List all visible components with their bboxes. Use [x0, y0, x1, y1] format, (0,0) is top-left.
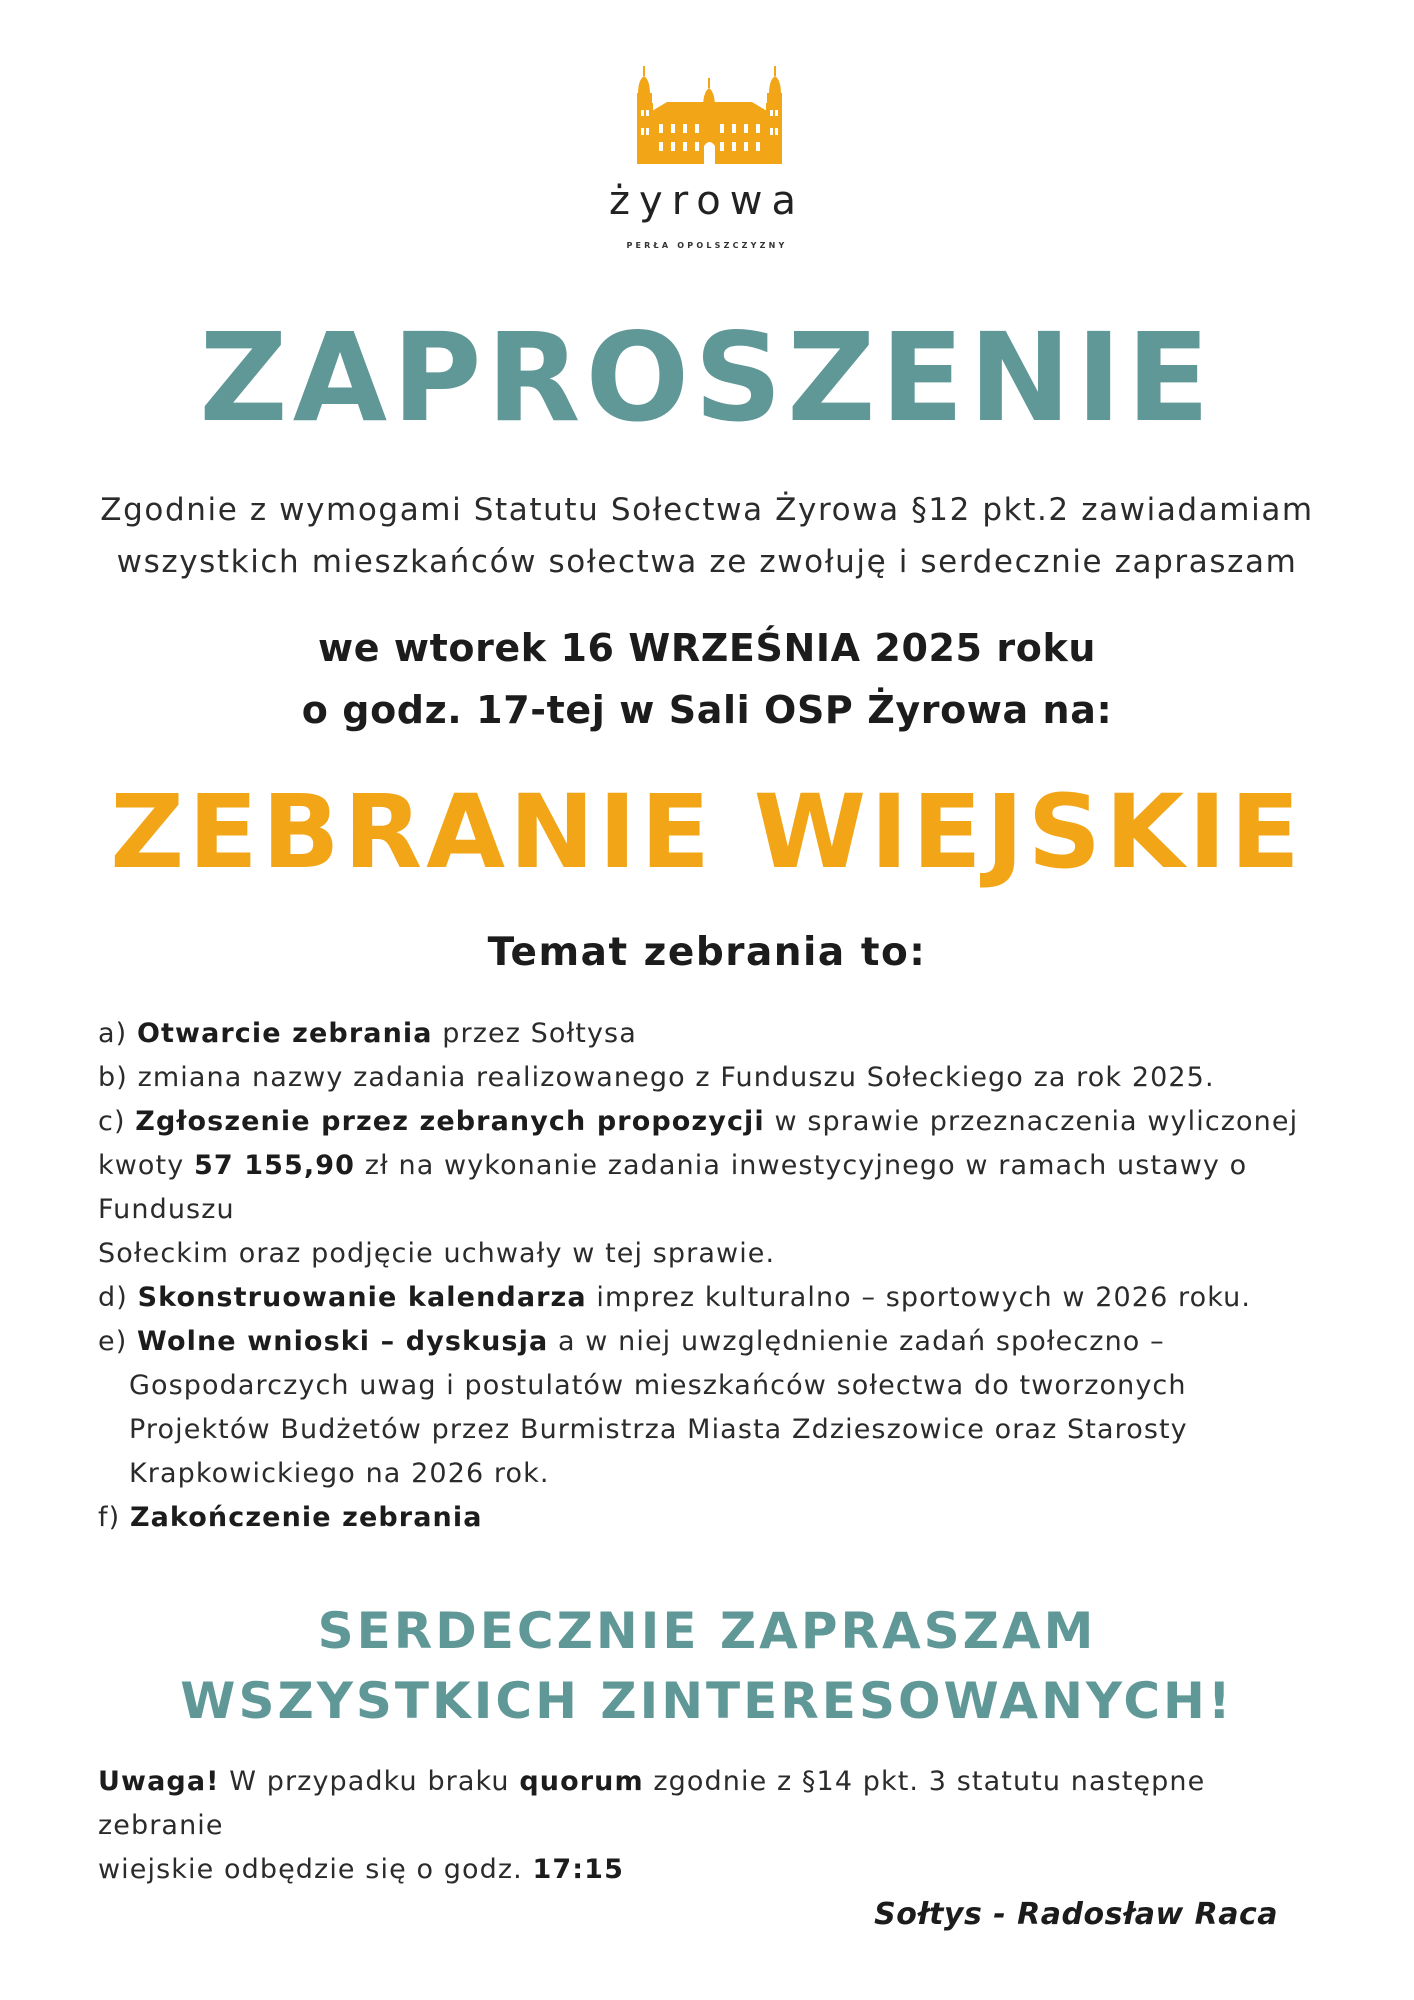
intro-line-1: Zgodnie z wymogami Statutu Sołectwa Żyrowa §12 pkt.2 zawiadamiam	[100, 492, 1314, 528]
signature: Sołtys - Radosław Raca	[874, 1897, 1278, 1932]
agenda-item-b: b) zmiana nazwy zadania realizowanego z Funduszu Sołeckiego za rok 2025.	[98, 1062, 1215, 1093]
invite-line-2: WSZYSTKICH ZINTERESOWANYCH!	[180, 1672, 1234, 1730]
note-label: Uwaga!	[98, 1766, 220, 1797]
agenda-item-e: e) Wolne wnioski – dyskusja a w niej uwzględnienie zadań społeczno –	[98, 1326, 1165, 1357]
date-line-2: o godz. 17-tej w Sali OSP Żyrowa na:	[301, 688, 1113, 732]
agenda-list	[98, 1012, 1348, 1540]
event-title: ZEBRANIE WIEJSKIE	[110, 773, 1304, 892]
palace-building-icon	[637, 66, 782, 164]
note-line-2: wiejskie odbędzie się o godz. 17:15	[98, 1854, 624, 1885]
topic-heading: Temat zebrania to:	[487, 930, 927, 975]
intro-text	[0, 484, 1414, 588]
brand-name: żyrowa	[609, 178, 805, 224]
fallback-time: 17:15	[532, 1854, 624, 1885]
agenda-item-e-line-3: Projektów Budżetów przez Burmistrza Miasta Zdzieszowice oraz Starosty	[129, 1414, 1188, 1445]
page-title: ZAPROSZENIE	[199, 307, 1215, 449]
agenda-item-d: d) Skonstruowanie kalendarza imprez kulturalno – sportowych w 2026 roku.	[98, 1282, 1252, 1313]
agenda-item-e-line-4: Krapkowickiego na 2026 rok.	[129, 1458, 550, 1489]
agenda-item-c-line-2: kwoty 57 155,90 zł na wykonanie zadania inwestycyjnego w ramach ustawy o Funduszu	[98, 1150, 1248, 1225]
agenda-item-c-line-3: Sołeckim oraz podjęcie uchwały w tej sprawie.	[98, 1238, 776, 1269]
invite-line-1: SERDECZNIE ZAPRASZAM	[317, 1602, 1097, 1660]
agenda-item-c: c) Zgłoszenie przez zebranych propozycji w sprawie przeznaczenia wyliczonej	[98, 1106, 1299, 1137]
agenda-item-a: a) Otwarcie zebrania przez Sołtysa	[98, 1018, 637, 1049]
intro-line-2: wszystkich mieszkańców sołectwa ze zwołuję i serdecznie zapraszam	[116, 544, 1298, 580]
meeting-date	[0, 617, 1414, 741]
invitation-callout	[0, 1596, 1414, 1736]
fund-amount: 57 155,90	[194, 1150, 356, 1181]
agenda-item-f: f) Zakończenie zebrania	[98, 1502, 483, 1533]
date-line-1: we wtorek 16 WRZEŚNIA 2025 roku	[317, 626, 1096, 670]
quorum-note	[98, 1760, 1338, 1892]
agenda-item-e-line-2: Gospodarczych uwag i postulatów mieszkańców sołectwa do tworzonych	[129, 1370, 1187, 1401]
brand-tagline: PERŁA OPOLSZCZYZNY	[626, 241, 788, 250]
note-line-1: Uwaga! W przypadku braku quorum zgodnie z §14 pkt. 3 statutu następne zebranie	[98, 1766, 1206, 1841]
